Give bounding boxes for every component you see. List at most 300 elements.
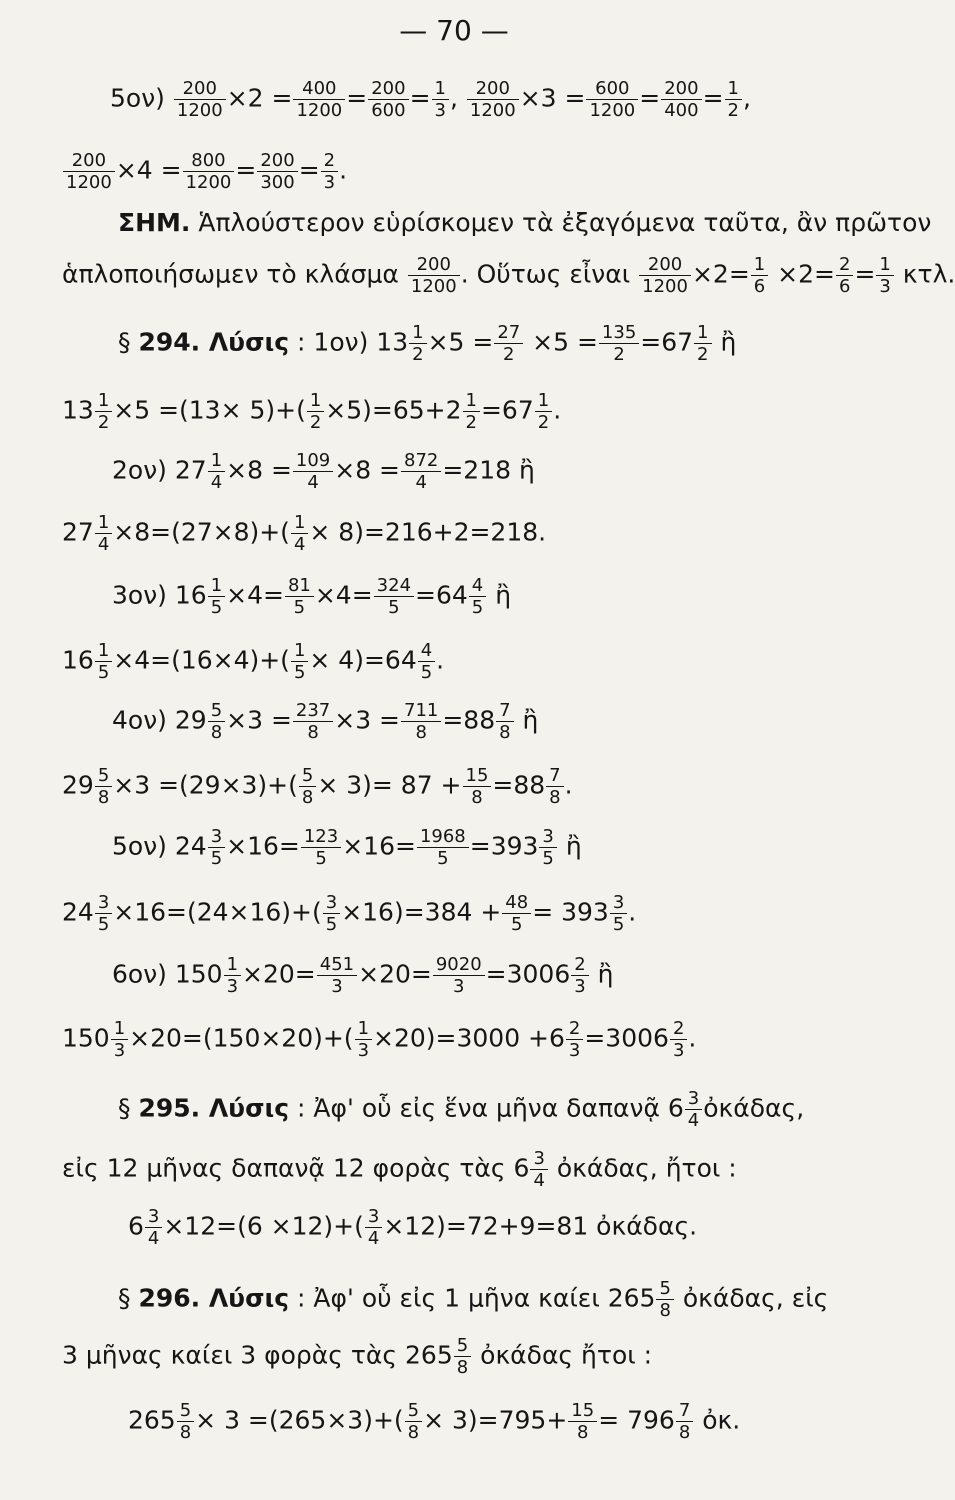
- text-run: .: [564, 770, 573, 800]
- numerator: 1: [208, 575, 225, 597]
- numerator: 3: [539, 826, 556, 848]
- numerator: 200: [661, 78, 701, 100]
- numerator: 200: [63, 150, 115, 172]
- text-run: ×5 =: [427, 327, 494, 357]
- text-run: ×8 =: [334, 455, 400, 485]
- fraction: [751, 254, 768, 297]
- text-line: [62, 512, 546, 555]
- text-run: =88: [442, 705, 496, 735]
- fraction: [454, 1335, 471, 1378]
- denominator: 8: [456, 1357, 469, 1378]
- denominator: 8: [307, 722, 319, 743]
- numerator: 3: [365, 1206, 382, 1228]
- denominator: 8: [210, 722, 223, 743]
- text-run: Ἁπλούστερον εὑρίσκομεν τὰ ἐξαγόμενα ταῦτα, ἂν πρῶτον: [190, 208, 932, 237]
- fraction: [685, 1088, 702, 1131]
- numerator: 15: [568, 1400, 597, 1422]
- denominator: 6: [753, 276, 766, 297]
- denominator: 8: [678, 1422, 691, 1443]
- text-run: ×20=: [358, 959, 432, 989]
- fraction: [566, 1018, 583, 1061]
- fraction: [208, 700, 225, 743]
- numerator: 1968: [417, 826, 469, 848]
- numerator: 200: [174, 78, 226, 100]
- fraction: [285, 575, 314, 618]
- text-line: [128, 1206, 697, 1249]
- fraction: [208, 826, 225, 869]
- denominator: 5: [388, 597, 400, 618]
- denominator: 3: [879, 276, 891, 297]
- fraction: [546, 765, 563, 808]
- text-run: 6: [128, 1211, 144, 1241]
- text-run: ×4=: [314, 580, 373, 610]
- fraction: [63, 150, 115, 193]
- numerator: 872: [401, 450, 441, 472]
- numerator: 3: [208, 826, 225, 848]
- numerator: 1: [224, 954, 241, 976]
- denominator: 5: [210, 848, 223, 869]
- text-run: ×16=(24×16)+(: [113, 897, 322, 927]
- denominator: 8: [301, 787, 314, 808]
- text-run: κτλ.: [894, 259, 955, 289]
- numerator: 1: [725, 78, 742, 100]
- text-run: =: [854, 259, 876, 289]
- numerator: 1: [95, 512, 112, 534]
- text-run: §: [118, 1093, 139, 1123]
- numerator: 1: [95, 640, 112, 662]
- numerator: 2: [670, 1018, 687, 1040]
- fraction: [401, 450, 441, 493]
- fraction: [291, 512, 308, 555]
- numerator: 1: [876, 254, 893, 276]
- numerator: 200: [257, 150, 297, 172]
- text-run: 2ον) 27: [112, 455, 207, 485]
- text-run: ×12)=72+9=81 ὀκάδας.: [383, 1211, 698, 1241]
- text-run: ἢ: [514, 705, 539, 735]
- text-run: 5ον) 24: [112, 831, 207, 861]
- fraction: [174, 78, 226, 121]
- text-run: 3ον) 16: [112, 580, 207, 610]
- denominator: 2: [697, 344, 709, 365]
- text-run: ×4=: [226, 580, 284, 610]
- denominator: 4: [307, 472, 319, 493]
- denominator: 2: [309, 412, 322, 433]
- denominator: 4: [687, 1110, 700, 1131]
- text-run: ×16)=384 +: [341, 897, 502, 927]
- text-run: εἰς 12 μῆνας δαπανᾷ 12 φορὰς τὰς 6: [62, 1153, 530, 1183]
- text-run: ὀκ.: [694, 1405, 741, 1435]
- fraction: [208, 575, 225, 618]
- text-line: [62, 1335, 652, 1378]
- text-run: ×3 =(29×3)+(: [113, 770, 298, 800]
- numerator: 711: [401, 700, 441, 722]
- text-line: [110, 78, 751, 121]
- denominator: 3: [331, 976, 343, 997]
- text-run: 16: [62, 645, 94, 675]
- fraction: [145, 1206, 162, 1249]
- text-run: =: [235, 155, 257, 185]
- text-line: [62, 892, 636, 935]
- bold-text: ΣΗΜ.: [118, 208, 191, 237]
- fraction: [539, 826, 556, 869]
- text-run: ὀκάδας, εἰς: [674, 1283, 829, 1313]
- fraction: [670, 1018, 687, 1061]
- fraction: [257, 150, 297, 193]
- text-run: .: [339, 155, 348, 185]
- numerator: 2: [321, 150, 338, 172]
- text-run: .: [553, 395, 562, 425]
- text-run: ἁπλοποιήσωμεν τὸ κλάσμα: [62, 259, 407, 289]
- text-line: [62, 765, 573, 808]
- text-run: =: [702, 83, 724, 113]
- denominator: 4: [367, 1228, 380, 1249]
- denominator: 3: [672, 1040, 685, 1061]
- fraction: [568, 1400, 597, 1443]
- numerator: 81: [285, 575, 314, 597]
- denominator: 5: [612, 914, 625, 935]
- numerator: 7: [546, 765, 563, 787]
- denominator: 6: [838, 276, 851, 297]
- text-run: × 3)= 87 +: [317, 770, 462, 800]
- text-run: ×20=(150×20)+(: [129, 1023, 354, 1053]
- text-run: ×5 =: [524, 327, 598, 357]
- fraction: [321, 150, 338, 193]
- fraction: [530, 1148, 547, 1191]
- fraction: [183, 150, 235, 193]
- numerator: 3: [685, 1088, 702, 1110]
- denominator: 8: [499, 722, 511, 743]
- numerator: 1: [432, 78, 449, 100]
- denominator: 8: [471, 787, 483, 808]
- numerator: 1: [307, 390, 324, 412]
- text-run: : Ἀφ' οὗ εἰς 1 μῆνα καίει 265: [289, 1283, 656, 1313]
- denominator: 1200: [176, 100, 223, 121]
- denominator: 5: [97, 914, 110, 935]
- denominator: 1200: [185, 172, 232, 193]
- denominator: 600: [371, 100, 406, 121]
- text-run: =: [298, 155, 320, 185]
- text-run: = 796: [598, 1405, 675, 1435]
- fraction: [299, 765, 316, 808]
- fraction: [374, 575, 414, 618]
- denominator: 8: [577, 1422, 589, 1443]
- numerator: 2: [836, 254, 853, 276]
- denominator: 8: [179, 1422, 192, 1443]
- text-line: [128, 1400, 740, 1443]
- numerator: 135: [599, 322, 639, 344]
- numerator: 1: [355, 1018, 372, 1040]
- text-run: =: [346, 83, 368, 113]
- page-number: — 70 —: [399, 14, 509, 47]
- fraction: [836, 254, 853, 297]
- denominator: 8: [659, 1300, 671, 1321]
- numerator: 200: [467, 78, 519, 100]
- fraction: [224, 954, 241, 997]
- fraction: [469, 575, 486, 618]
- numerator: 3: [145, 1206, 162, 1228]
- numerator: 7: [496, 700, 513, 722]
- numerator: 3: [323, 892, 340, 914]
- numerator: 27: [494, 322, 523, 344]
- denominator: 5: [511, 914, 523, 935]
- text-run: ἢ: [487, 580, 512, 610]
- text-line: [112, 700, 538, 743]
- numerator: 1: [535, 390, 552, 412]
- text-run: ἢ: [557, 831, 582, 861]
- fraction: [725, 78, 742, 121]
- text-line: [112, 450, 535, 493]
- text-run: 24: [62, 897, 94, 927]
- text-line: [112, 575, 511, 618]
- denominator: 8: [549, 787, 561, 808]
- denominator: 4: [147, 1228, 160, 1249]
- text-line: [112, 826, 582, 869]
- text-run: ,: [742, 83, 751, 113]
- fraction: [432, 78, 449, 121]
- fraction: [293, 700, 333, 743]
- fraction: [111, 1018, 128, 1061]
- text-run: : 1ον) 13: [289, 327, 409, 357]
- text-run: 150: [62, 1023, 110, 1053]
- numerator: 3: [95, 892, 112, 914]
- numerator: 5: [454, 1335, 471, 1357]
- denominator: 3: [574, 976, 586, 997]
- numerator: 200: [408, 254, 460, 276]
- fraction: [307, 390, 324, 433]
- denominator: 3: [434, 100, 446, 121]
- numerator: 4: [418, 640, 435, 662]
- numerator: 1: [291, 640, 308, 662]
- numerator: 600: [586, 78, 638, 100]
- text-line: [118, 1088, 804, 1131]
- numerator: 1: [694, 322, 711, 344]
- text-run: .: [436, 645, 445, 675]
- text-run: =218 ἢ: [442, 455, 535, 485]
- numerator: 800: [183, 150, 235, 172]
- denominator: 5: [293, 662, 306, 683]
- denominator: 2: [412, 344, 424, 365]
- fraction: [405, 1400, 422, 1443]
- denominator: 4: [415, 472, 427, 493]
- denominator: 8: [415, 722, 427, 743]
- numerator: 5: [95, 765, 112, 787]
- fraction: [502, 892, 531, 935]
- fraction: [293, 450, 333, 493]
- text-run: ἢ: [589, 959, 614, 989]
- fraction: [876, 254, 893, 297]
- denominator: 5: [97, 662, 110, 683]
- fraction: [409, 322, 426, 365]
- fraction: [208, 450, 225, 493]
- denominator: 2: [97, 412, 110, 433]
- denominator: 1200: [589, 100, 636, 121]
- text-run: ἢ: [712, 327, 737, 357]
- text-run: §: [118, 327, 139, 357]
- text-run: × 3)=795+: [423, 1405, 568, 1435]
- fraction: [95, 390, 112, 433]
- denominator: 1200: [642, 276, 688, 297]
- numerator: 4: [469, 575, 486, 597]
- numerator: 5: [208, 700, 225, 722]
- denominator: 3: [113, 1040, 126, 1061]
- numerator: 123: [301, 826, 341, 848]
- fraction: [317, 954, 357, 997]
- fraction: [95, 512, 112, 555]
- fraction: [355, 1018, 372, 1061]
- denominator: 8: [97, 787, 110, 808]
- numerator: 200: [368, 78, 408, 100]
- fraction: [496, 700, 513, 743]
- fraction: [656, 1278, 673, 1321]
- fraction: [463, 390, 480, 433]
- text-run: ×4 =: [115, 155, 182, 185]
- numerator: 324: [374, 575, 414, 597]
- denominator: 5: [420, 662, 433, 683]
- denominator: 400: [664, 100, 699, 121]
- text-run: ×16=: [226, 831, 300, 861]
- numerator: 2: [571, 954, 588, 976]
- numerator: 2: [566, 1018, 583, 1040]
- text-run: 27: [62, 517, 94, 547]
- denominator: 5: [471, 597, 484, 618]
- fraction: [467, 78, 519, 121]
- text-line: [62, 640, 444, 683]
- fraction: [301, 826, 341, 869]
- text-run: × 8)=216+2=218.: [309, 517, 547, 547]
- text-run: ×8 =: [226, 455, 292, 485]
- text-run: ×16=: [342, 831, 416, 861]
- denominator: 3: [323, 172, 336, 193]
- numerator: 1: [111, 1018, 128, 1040]
- text-run: 4ον) 29: [112, 705, 207, 735]
- text-run: ×2=: [769, 259, 835, 289]
- text-run: ×20=: [242, 959, 316, 989]
- text-run: ×12=(6 ×12)+(: [163, 1211, 364, 1241]
- numerator: 15: [463, 765, 492, 787]
- denominator: 1200: [66, 172, 112, 193]
- text-line: [112, 954, 613, 997]
- text-run: ,: [449, 83, 466, 113]
- text-run: × 3 =(265×3)+(: [195, 1405, 404, 1435]
- numerator: 1: [409, 322, 426, 344]
- numerator: 5: [299, 765, 316, 787]
- text-run: ×4=(16×4)+(: [113, 645, 290, 675]
- numerator: 1: [208, 450, 225, 472]
- text-run: ὀκάδας, ἤτοι :: [548, 1153, 737, 1183]
- fraction: [694, 322, 711, 365]
- text-line: [118, 1278, 828, 1321]
- fraction: [293, 78, 345, 121]
- denominator: 2: [537, 412, 550, 433]
- fraction: [418, 640, 435, 683]
- numerator: 5: [405, 1400, 422, 1422]
- numerator: 5: [656, 1278, 673, 1300]
- denominator: 300: [260, 172, 295, 193]
- text-run: 3 μῆνας καίει 3 φορὰς τὰς 265: [62, 1340, 453, 1370]
- denominator: 4: [293, 534, 306, 555]
- text-line: [62, 1148, 737, 1191]
- text-run: =67: [480, 395, 534, 425]
- numerator: 1: [291, 512, 308, 534]
- denominator: 2: [503, 344, 515, 365]
- numerator: 1: [463, 390, 480, 412]
- fraction: [95, 640, 112, 683]
- denominator: 4: [97, 534, 110, 555]
- denominator: 5: [293, 597, 306, 618]
- denominator: 3: [568, 1040, 581, 1061]
- text-run: ὀκάδας,: [703, 1093, 805, 1123]
- numerator: 48: [502, 892, 531, 914]
- numerator: 1: [95, 390, 112, 412]
- denominator: 5: [437, 848, 449, 869]
- fraction: [177, 1400, 194, 1443]
- bold-text: 294. Λύσις: [138, 327, 290, 357]
- numerator: 109: [293, 450, 333, 472]
- fraction: [586, 78, 638, 121]
- numerator: 451: [317, 954, 357, 976]
- text-run: =3006: [485, 959, 571, 989]
- text-run: =88: [492, 770, 546, 800]
- fraction: [368, 78, 408, 121]
- text-run: 5ον): [110, 83, 173, 113]
- text-line: [62, 1018, 696, 1061]
- numerator: 9020: [433, 954, 485, 976]
- fraction: [661, 78, 701, 121]
- fraction: [323, 892, 340, 935]
- fraction: [95, 765, 112, 808]
- text-run: ×3 =: [519, 83, 586, 113]
- text-run: =393: [469, 831, 539, 861]
- numerator: 5: [177, 1400, 194, 1422]
- text-run: × 4)=64: [309, 645, 417, 675]
- denominator: 2: [727, 100, 739, 121]
- numerator: 3: [610, 892, 627, 914]
- text-line: [118, 208, 931, 238]
- text-run: 29: [62, 770, 94, 800]
- text-run: §: [118, 1283, 139, 1313]
- text-line: [62, 390, 561, 433]
- text-run: =67: [640, 327, 694, 357]
- denominator: 4: [210, 472, 223, 493]
- denominator: 3: [453, 976, 465, 997]
- fraction: [95, 892, 112, 935]
- numerator: 237: [293, 700, 333, 722]
- fraction: [571, 954, 588, 997]
- text-run: 265: [128, 1405, 176, 1435]
- text-run: .: [688, 1023, 697, 1053]
- text-run: =3006: [584, 1023, 669, 1053]
- fraction: [408, 254, 460, 297]
- text-run: .: [628, 897, 637, 927]
- fraction: [599, 322, 639, 365]
- fraction: [610, 892, 627, 935]
- text-run: =: [409, 83, 431, 113]
- denominator: 3: [357, 1040, 370, 1061]
- text-run: 13: [62, 395, 94, 425]
- text-run: =: [639, 83, 661, 113]
- fraction: [417, 826, 469, 869]
- numerator: 200: [639, 254, 691, 276]
- text-run: ὀκάδας ἤτοι :: [472, 1340, 653, 1370]
- numerator: 1: [751, 254, 768, 276]
- fraction: [494, 322, 523, 365]
- numerator: 400: [293, 78, 345, 100]
- denominator: 2: [465, 412, 477, 433]
- fraction: [365, 1206, 382, 1249]
- denominator: 1200: [410, 276, 457, 297]
- numerator: 3: [530, 1148, 547, 1170]
- denominator: 1200: [296, 100, 343, 121]
